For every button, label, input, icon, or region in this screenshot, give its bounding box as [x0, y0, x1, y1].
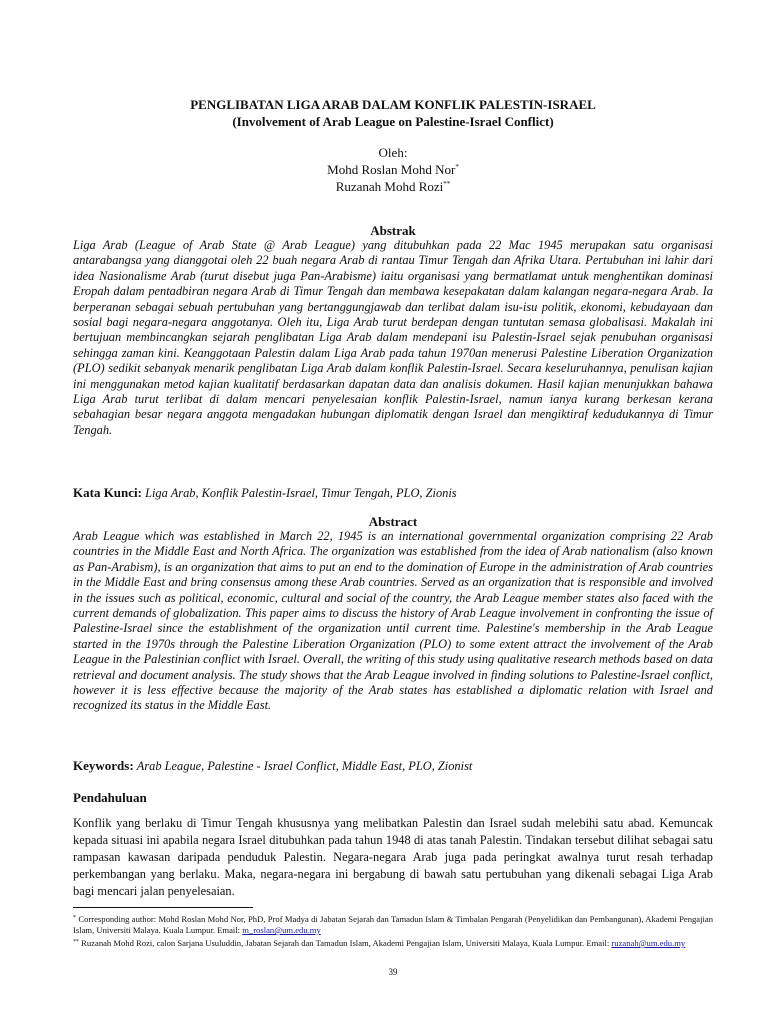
kata-kunci-label: Kata Kunci: — [73, 485, 142, 500]
author-2-footnote-mark: ** — [443, 180, 451, 188]
keywords — [73, 758, 713, 774]
page-number: 39 — [388, 967, 398, 977]
author-1-name: Mohd Roslan Mohd Nor — [327, 162, 456, 177]
kata-kunci-values: Liga Arab, Konflik Palestin-Israel, Timur Tengah, PLO, Zionis — [145, 486, 457, 500]
by-label: Oleh: — [378, 145, 408, 160]
footnote-1-mark: * — [73, 915, 76, 921]
footnote-2 — [73, 938, 713, 949]
section-heading-pendahuluan: Pendahuluan — [73, 790, 147, 805]
abstract-heading: Abstract — [368, 514, 418, 529]
title-english: (Involvement of Arab League on Palestine-Israel Conflict) — [232, 114, 554, 129]
pendahuluan-paragraph: Konflik yang berlaku di Timur Tengah khususnya yang melibatkan Palestin dan Israel sudah melebihi satu abad. Kemuncak kepada situasi ini apabila negara Israel ditubuhkan pada tahun 1948 di atas tanah Palestin. Tindakan tersebut dilihat sebagai satu rampasan kawasan daripada penduduk Palestin. Negara-negara Arab juga pada peringkat awalnya turut resah terhadap perkembangan yang berlaku. Maka, negara-negara ini bergabung di bawah satu pertubuhan yang dikenali sebagai Liga Arab bagi mencari jalan penyelesaian. — [73, 816, 713, 898]
footnote-1-email-link[interactable]: m_roslan@um.edu.my — [242, 925, 321, 935]
abstrak-heading: Abstrak — [370, 223, 416, 238]
author-block — [73, 144, 713, 195]
author-2-name: Ruzanah Mohd Rozi — [335, 179, 444, 194]
keywords-values: Arab League, Palestine - Israel Conflict, Middle East, PLO, Zionist — [136, 759, 473, 773]
footnote-2-email-link[interactable]: ruzanah@um.edu.my — [611, 938, 686, 948]
footnote-rule — [73, 907, 253, 908]
title-malay: PENGLIBATAN LIGA ARAB DALAM KONFLIK PALESTIN-ISRAEL — [190, 97, 596, 112]
footnote-2-mark: ** — [73, 939, 79, 945]
author-2 — [73, 178, 713, 195]
abstrak-body: Liga Arab (League of Arab State @ Arab League) yang ditubuhkan pada 22 Mac 1945 merupakan satu organisasi antarabangsa yang dianggotai oleh 22 buah negara Arab di rantau Timur Tengah dan Afrika Utara. Pertubuhan ini lahir dari idea Nasionalisme Arab (turut disebut juga Pan-Arabisme) iaitu organisasi yang bermatlamat untuk menghentikan dominasi Eropah dalam pentadbiran negara Arab di Timur Tengah dan membawa kesepakatan dalam kalangan negara-negara Arab. Ia berperanan sebagai sebuah pertubuhan yang bertanggungjawab dan terlibat dalam isu-isu politik, ekonomi, kebudayaan dan sosial bagi negara-negara anggotanya. Oleh itu, Liga Arab turut berdepan dengan tuntutan semasa globalisasi. Makalah ini bertujuan membincangkan sejarah penglibatan Liga Arab dalam mendepani isu Palestin-Israel sejak penubuhan organisasi sehingga zaman kini. Keanggotaan Palestin dalam Liga Arab pada tahun 1970an menerusi Palestine Liberation Organization (PLO) sedikit sebanyak menarik penglibatan Liga Arab dalam konflik Palestin-Israel. Secara keseluruhannya, penulisan kajian ini menggunakan metod kajian kualitatif berdasarkan dapatan data dan analisis dokumen. Hasil kajian menunjukkan bahawa Liga Arab turut terlibat di dalam mencari penyelesaian konflik Palestin-Israel, namun ianya kurang berkesan kerana sebahagian besar negara anggota mengadakan hubungan diplomatik dengan Israel dan mengiktiraf kedudukannya di Timur Tengah. — [73, 238, 713, 437]
paper-title — [73, 96, 713, 130]
footnote-1 — [73, 914, 713, 936]
author-1-footnote-mark: * — [455, 163, 459, 171]
keywords-label: Keywords: — [73, 758, 134, 773]
footnote-1-text: Corresponding author: Mohd Roslan Mohd Nor, PhD, Prof Madya di Jabatan Sejarah dan Tamadun Islam & Timbalan Pengarah (Penyelidikan dan Pembangunan), Akademi Pengajian Islam, Universiti Malaya. Kuala Lumpur. Email: — [73, 914, 713, 935]
author-1 — [73, 161, 713, 178]
abstract-body: Arab League which was established in March 22, 1945 is an international governmental organization comprising 22 Arab countries in the Middle East and North Africa. The organization was established from the idea of Arab nationalism (also known as Pan-Arabism), is an organization that aims to put an end to the domination of Europe in the administration of Arab countries in the Middle East and bring consensus among these Arab countries. Served as an organization that is responsible and involved in the issues such as political, economic, cultural and social of the country, the Arab League member states also faced with the current demands of globalization. This paper aims to discuss the history of Arab League involvement in confronting the issue of Palestine-Israel since the establishment of the organization until current time. Palestine's membership in the Arab League started in the 1970s through the Palestine Liberation Organization (PLO) to some extent attract the involvement of the Arab League in the Palestinian conflict with Israel. Overall, the writing of this study using qualitative research methods based on data retrieval and document analysis. The study shows that the Arab League involved in finding solutions to Palestine-Israel conflict, however it is less effective because the majority of the Arab states has established a diplomatic relation with Israel and recognized its status in the Middle East. — [73, 529, 713, 713]
footnote-2-text: Ruzanah Mohd Rozi, calon Sarjana Usuluddin, Jabatan Sejarah dan Tamadun Islam, Akademi Pengajian Islam, Universiti Malaya, Kuala Lumpur. Email: — [81, 938, 612, 948]
kata-kunci — [73, 485, 713, 501]
